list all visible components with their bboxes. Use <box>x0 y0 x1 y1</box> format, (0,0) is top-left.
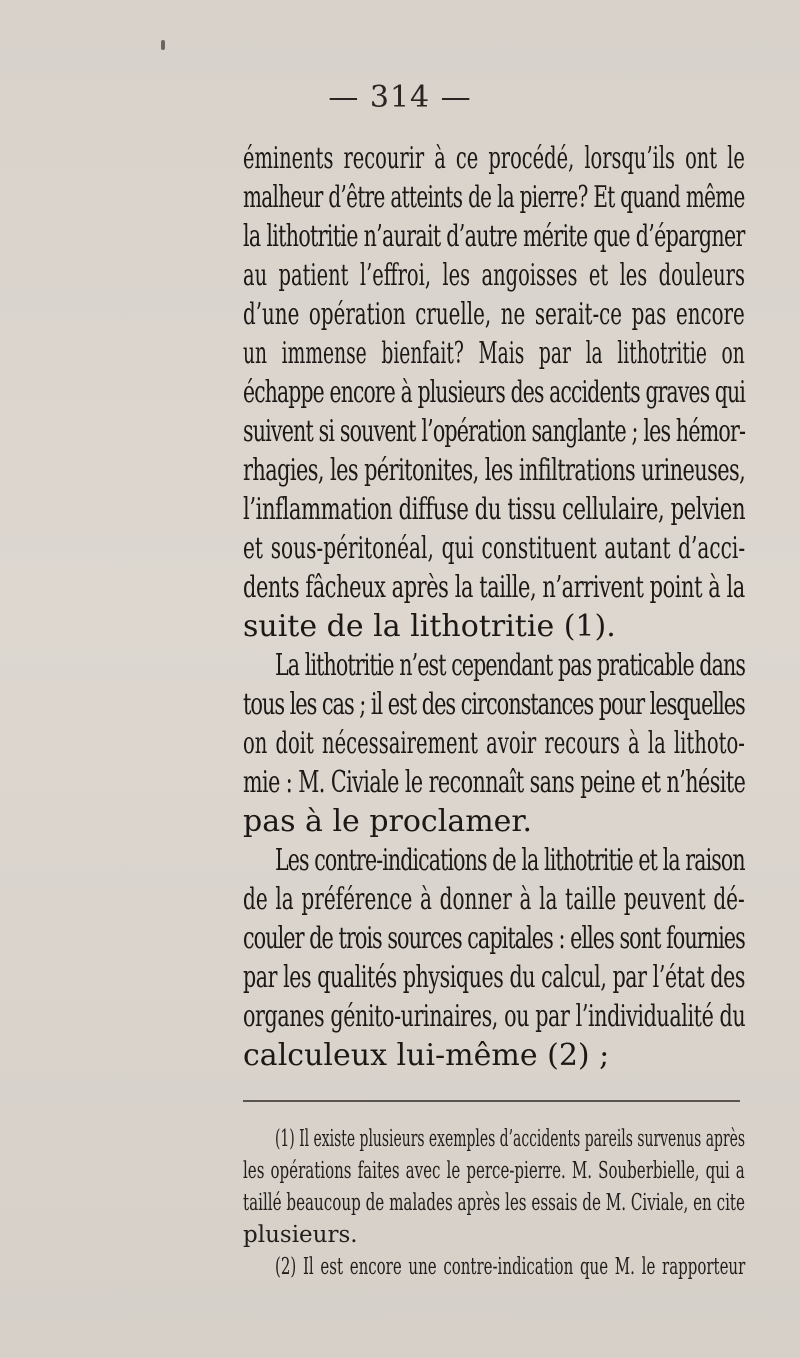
text-line: suite de la lithotritie (1). <box>243 609 616 644</box>
text-line: malheur d’être atteints de la pierre? Et quand même <box>243 180 745 215</box>
text-line: de la préférence à donner à la taille peuvent dé- <box>243 882 745 917</box>
text-line: couler de trois sources capitales : elles sont fournies <box>243 921 745 956</box>
text-line: et sous-péritonéal, qui constituent autant d’acci- <box>243 531 746 566</box>
text-line: au patient l’effroi, les angoisses et les douleurs <box>243 258 745 293</box>
text-line: on doit nécessairement avoir recours à la lithoto- <box>243 726 745 761</box>
text-line: pas à le proclamer. <box>243 804 532 839</box>
text-line: la lithotritie n’aurait d’autre mérite que d’épargner <box>243 219 745 254</box>
text-line: éminents recourir à ce procédé, lorsqu’ils ont le <box>243 141 745 176</box>
text-line: tous les cas ; il est des circonstances pour lesquelles <box>243 687 745 722</box>
text-line: dents fâcheux après la taille, n’arrivent point à la <box>243 570 745 605</box>
footnote-line: (1) Il existe plusieurs exemples d’accidents pareils survenus après <box>275 1126 746 1152</box>
footnote-line: les opérations faites avec le perce-pierre. M. Souberbielle, qui a <box>243 1158 745 1184</box>
text-line: mie : M. Civiale le reconnaît sans peine et n’hésite <box>243 765 746 800</box>
text-line: l’inflammation diffuse du tissu cellulaire, pelvien <box>243 492 746 527</box>
ink-speck <box>161 40 165 50</box>
footnote-rule <box>243 1100 740 1102</box>
text-line: La lithotritie n’est cependant pas praticable dans <box>275 648 745 683</box>
text-line: par les qualités physiques du calcul, par l’état des <box>243 960 745 995</box>
footnote-line: plusieurs. <box>243 1222 358 1248</box>
text-line: Les contre-indications de la lithotritie et la raison <box>275 843 745 878</box>
text-line: calculeux lui-même (2) ; <box>243 1038 610 1073</box>
text-line: rhagies, les péritonites, les infiltrations urineuses, <box>243 453 746 488</box>
footnote-line: taillé beaucoup de malades après les essais de M. Civiale, en cite <box>243 1190 745 1216</box>
text-line: organes génito-urinaires, ou par l’individualité du <box>243 999 746 1034</box>
text-line: échappe encore à plusieurs des accidents graves qui <box>243 375 746 410</box>
page-number: — 314 — <box>328 80 472 115</box>
text-line: un immense bienfait? Mais par la lithotritie on <box>243 336 745 371</box>
text-line: suivent si souvent l’opération sanglante ; les hémor- <box>243 414 746 449</box>
text-line: d’une opération cruelle, ne serait-ce pas encore <box>243 297 745 332</box>
footnote-line: (2) Il est encore une contre-indication que M. le rapporteur <box>275 1254 746 1280</box>
